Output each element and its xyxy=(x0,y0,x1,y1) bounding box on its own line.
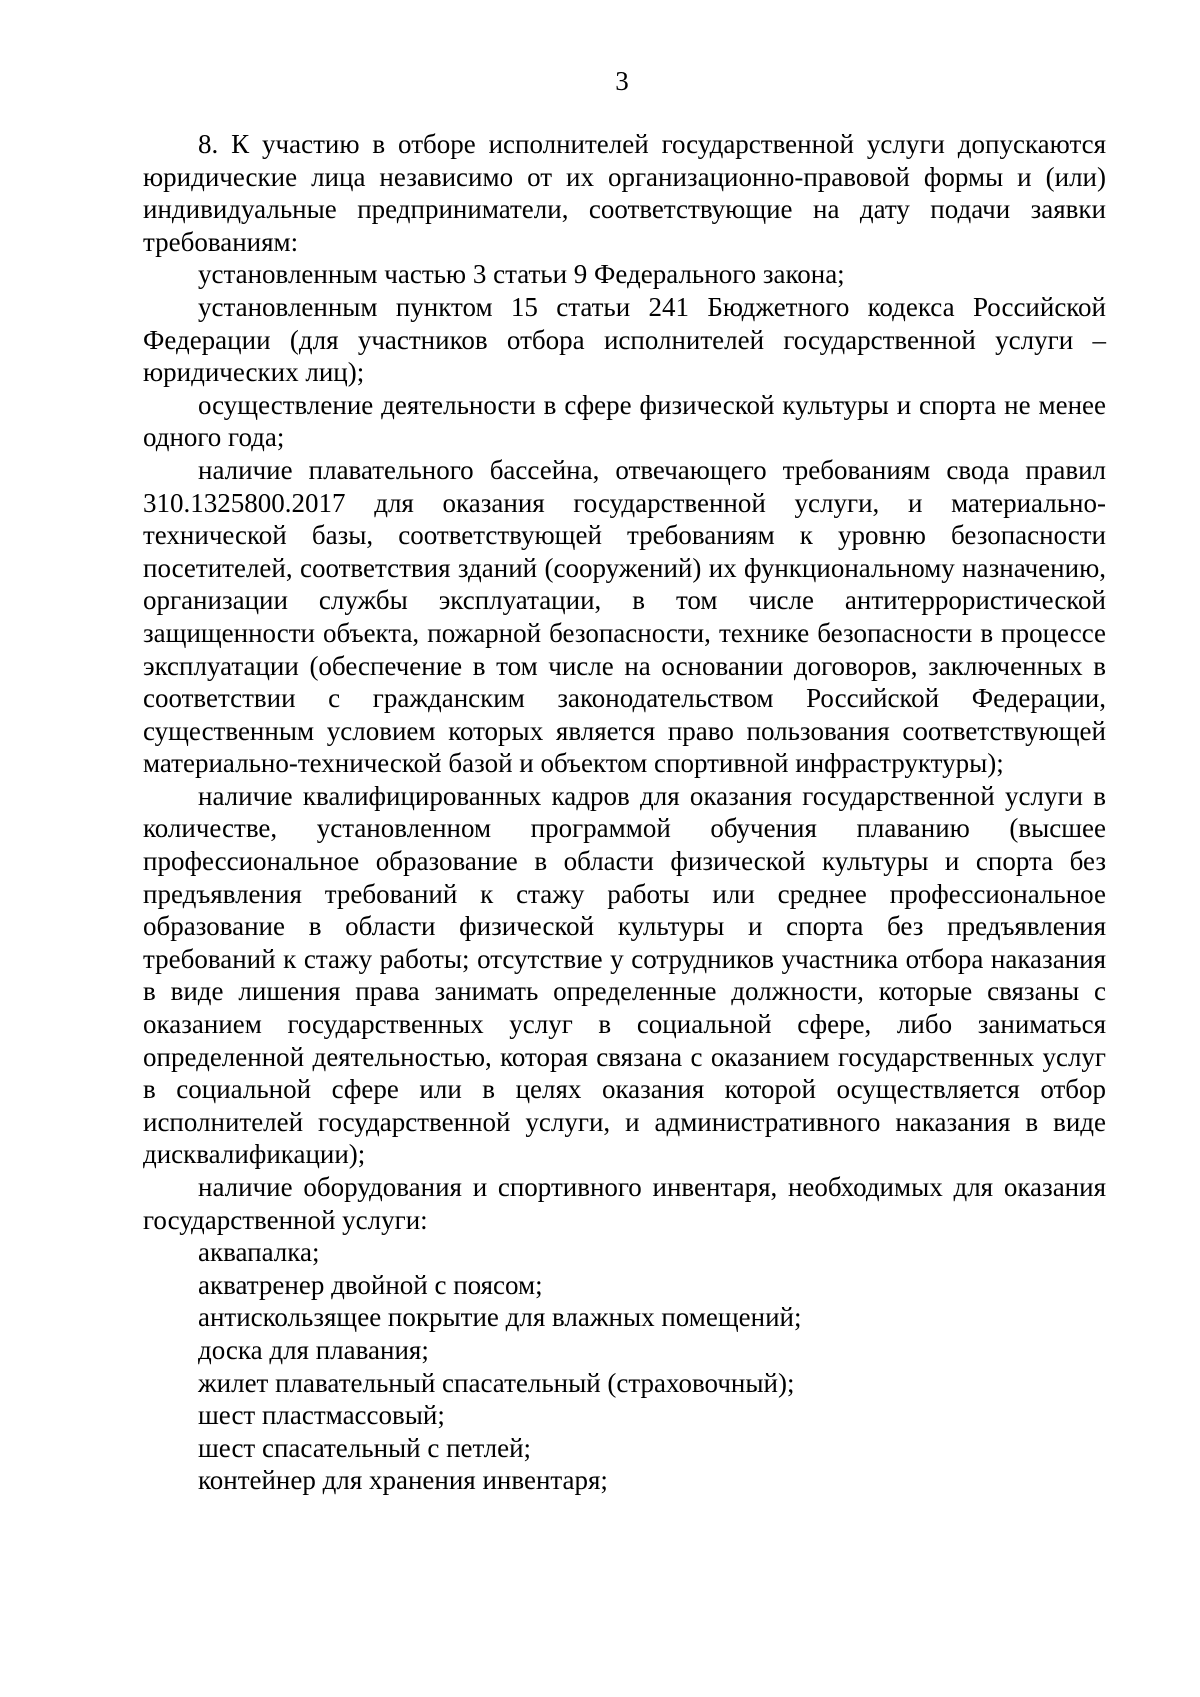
list-item: контейнер для хранения инвентаря; xyxy=(198,1465,608,1496)
page-number: 3 xyxy=(615,66,629,96)
list-item: аквапалка; xyxy=(198,1237,320,1268)
paragraph-swimming-pool: наличие плавательного бассейна, отвечающего требованиям свода правил 310.1325800.2017 для оказания государственной услуги, и материально-технической базы, соответствующей требованиям к уровню безопасности посетителей, соответствия зданий (сооружений) их функциональному назначению, организации службы эксплуатации, в том числе антитеррористической защищенности объекта, пожарной безопасности, технике безопасности в процессе эксплуатации (обеспечение в том числе на основании договоров, заключенных в соответствии с гражданским законодательством Российской Федерации, существенным условием которых является право пользования соответствующей материально-технической базой и объектом спортивной инфраструктуры); xyxy=(143,454,1106,779)
document-body xyxy=(143,128,1106,1497)
list-item: антискользящее покрытие для влажных помещений; xyxy=(198,1302,802,1333)
list-item: доска для плавания; xyxy=(198,1334,429,1365)
list-item: жилет плавательный спасательный (страховочный); xyxy=(198,1367,795,1398)
paragraph-federal-law: установленным частью 3 статьи 9 Федерального закона; xyxy=(198,259,845,290)
list-item: шест спасательный с петлей; xyxy=(198,1432,532,1463)
equipment-list xyxy=(143,1236,1106,1497)
paragraph-equipment-intro: наличие оборудования и спортивного инвентаря, необходимых для оказания государственной услуги: xyxy=(143,1172,1106,1235)
paragraph-budget-code: установленным пунктом 15 статьи 241 Бюджетного кодекса Российской Федерации (для участников отбора исполнителей государственной услуги – юридических лиц); xyxy=(143,291,1106,388)
list-item: акватренер двойной с поясом; xyxy=(198,1269,543,1300)
paragraph-requirements-intro: 8. К участию в отборе исполнителей государственной услуги допускаются юридические лица независимо от их организационно-правовой формы и (или) индивидуальные предприниматели, соответствующие на дату подачи заявки требованиям: xyxy=(143,129,1106,257)
paragraph-activity-duration: осуществление деятельности в сфере физической культуры и спорта не менее одного года; xyxy=(143,389,1106,453)
paragraph-qualified-staff: наличие квалифицированных кадров для оказания государственной услуги в количестве, установленном программой обучения плаванию (высшее профессиональное образование в области физической культуры и спорта без предъявления требований к стажу работы или среднее профессиональное образование в области физической культуры и спорта без предъявления требований к стажу работы; отсутствие у сотрудников участника отбора наказания в виде лишения права занимать определенные должности, которые связаны с оказанием государственных услуг в социальной сфере, либо заниматься определенной деятельностью, которая связана с оказанием государственных услуг в социальной сфере или в целях оказания которой осуществляется отбор исполнителей государственной услуги, и административного наказания в виде дисквалификации); xyxy=(143,780,1106,1170)
list-item: шест пластмассовый; xyxy=(198,1400,445,1431)
